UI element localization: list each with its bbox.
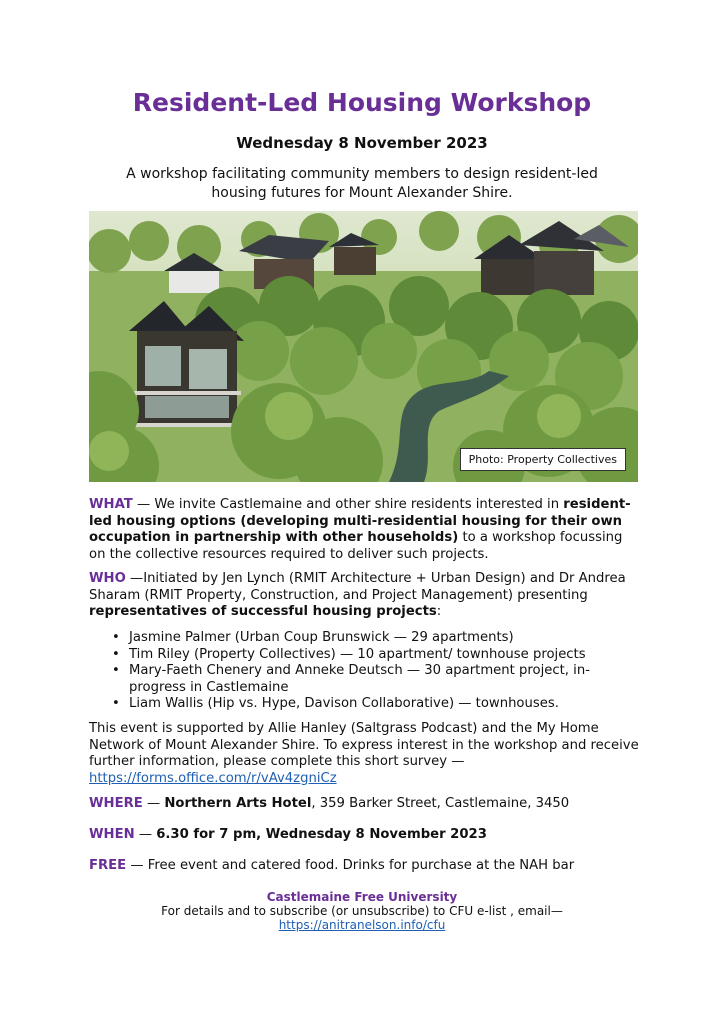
what-bold: resident-led housing options (developing multi-residential housing for their own occupation in partnership with other households) bbox=[89, 497, 631, 545]
free-text: Free event and catered food. Drinks for purchase at the NAH bar bbox=[147, 858, 575, 873]
when-text: 6.30 for 7 pm, Wednesday 8 November 2023 bbox=[156, 827, 487, 842]
list-item: • Jasmine Palmer (Urban Coup Brunswick — 29 apartments) bbox=[89, 630, 639, 647]
free-label: FREE bbox=[89, 858, 127, 873]
support-section bbox=[89, 721, 639, 787]
who-text-b: : bbox=[436, 604, 442, 619]
list-item: • Mary-Faeth Chenery and Anneke Deutsch — 30 apartment project, in-progress in Castlemaine bbox=[89, 663, 639, 696]
footer bbox=[0, 890, 724, 932]
support-text: This event is supported by Allie Hanley (Saltgrass Podcast) and the My Home Network of Mount Alexander Shire. To express interest in the workshop and receive further information, please complete this short survey — bbox=[89, 721, 639, 769]
page-title: Resident-Led Housing Workshop bbox=[132, 88, 592, 117]
who-separator: — bbox=[125, 571, 144, 586]
what-text-b: to a workshop focussing on the collective resources required to deliver such projects. bbox=[89, 530, 623, 562]
presenters-list-wrap bbox=[89, 630, 639, 713]
what-text-a: We invite Castlemaine and other shire residents interested in bbox=[154, 497, 564, 512]
who-section bbox=[89, 571, 639, 621]
free-separator: — bbox=[126, 858, 148, 873]
footer-link[interactable]: https://anitranelson.info/cfu bbox=[278, 918, 446, 932]
when-label: WHEN bbox=[89, 827, 135, 842]
photo-caption: Photo: Property Collectives bbox=[460, 448, 626, 471]
footer-details: For details and to subscribe (or unsubscribe) to CFU e-list , email— bbox=[161, 904, 563, 918]
venue-name: Northern Arts Hotel bbox=[164, 796, 312, 811]
list-item: • Liam Wallis (Hip vs. Hype, Davison Collaborative) — townhouses. bbox=[89, 696, 639, 713]
where-section bbox=[89, 796, 639, 813]
who-bold: representatives of successful housing projects bbox=[89, 604, 437, 619]
survey-link[interactable]: https://forms.office.com/r/vAv4zgniCz bbox=[89, 770, 337, 786]
venue-address: , 359 Barker Street, Castlemaine, 3450 bbox=[311, 796, 570, 811]
where-label: WHERE bbox=[89, 796, 143, 811]
event-date: Wednesday 8 November 2023 bbox=[236, 134, 488, 152]
when-section bbox=[89, 827, 639, 844]
what-separator: — bbox=[132, 497, 155, 512]
when-separator: — bbox=[134, 827, 157, 842]
what-label: WHAT bbox=[89, 497, 133, 512]
intro-text: A workshop facilitating community members to design resident-led housing futures for Mount Alexander Shire. bbox=[126, 166, 598, 201]
housing-photo bbox=[89, 211, 638, 482]
presenters-list bbox=[89, 630, 639, 713]
free-section bbox=[89, 858, 639, 875]
footer-org: Castlemaine Free University bbox=[266, 890, 458, 904]
what-section bbox=[89, 497, 639, 563]
where-separator: — bbox=[142, 796, 165, 811]
who-label: WHO bbox=[89, 571, 126, 586]
who-text-a: Initiated by Jen Lynch (RMIT Architecture + Urban Design) and Dr Andrea Sharam (RMIT Property, Construction, and Project Management) presenting bbox=[89, 571, 626, 603]
list-item: • Tim Riley (Property Collectives) — 10 apartment/ townhouse projects bbox=[89, 647, 639, 664]
